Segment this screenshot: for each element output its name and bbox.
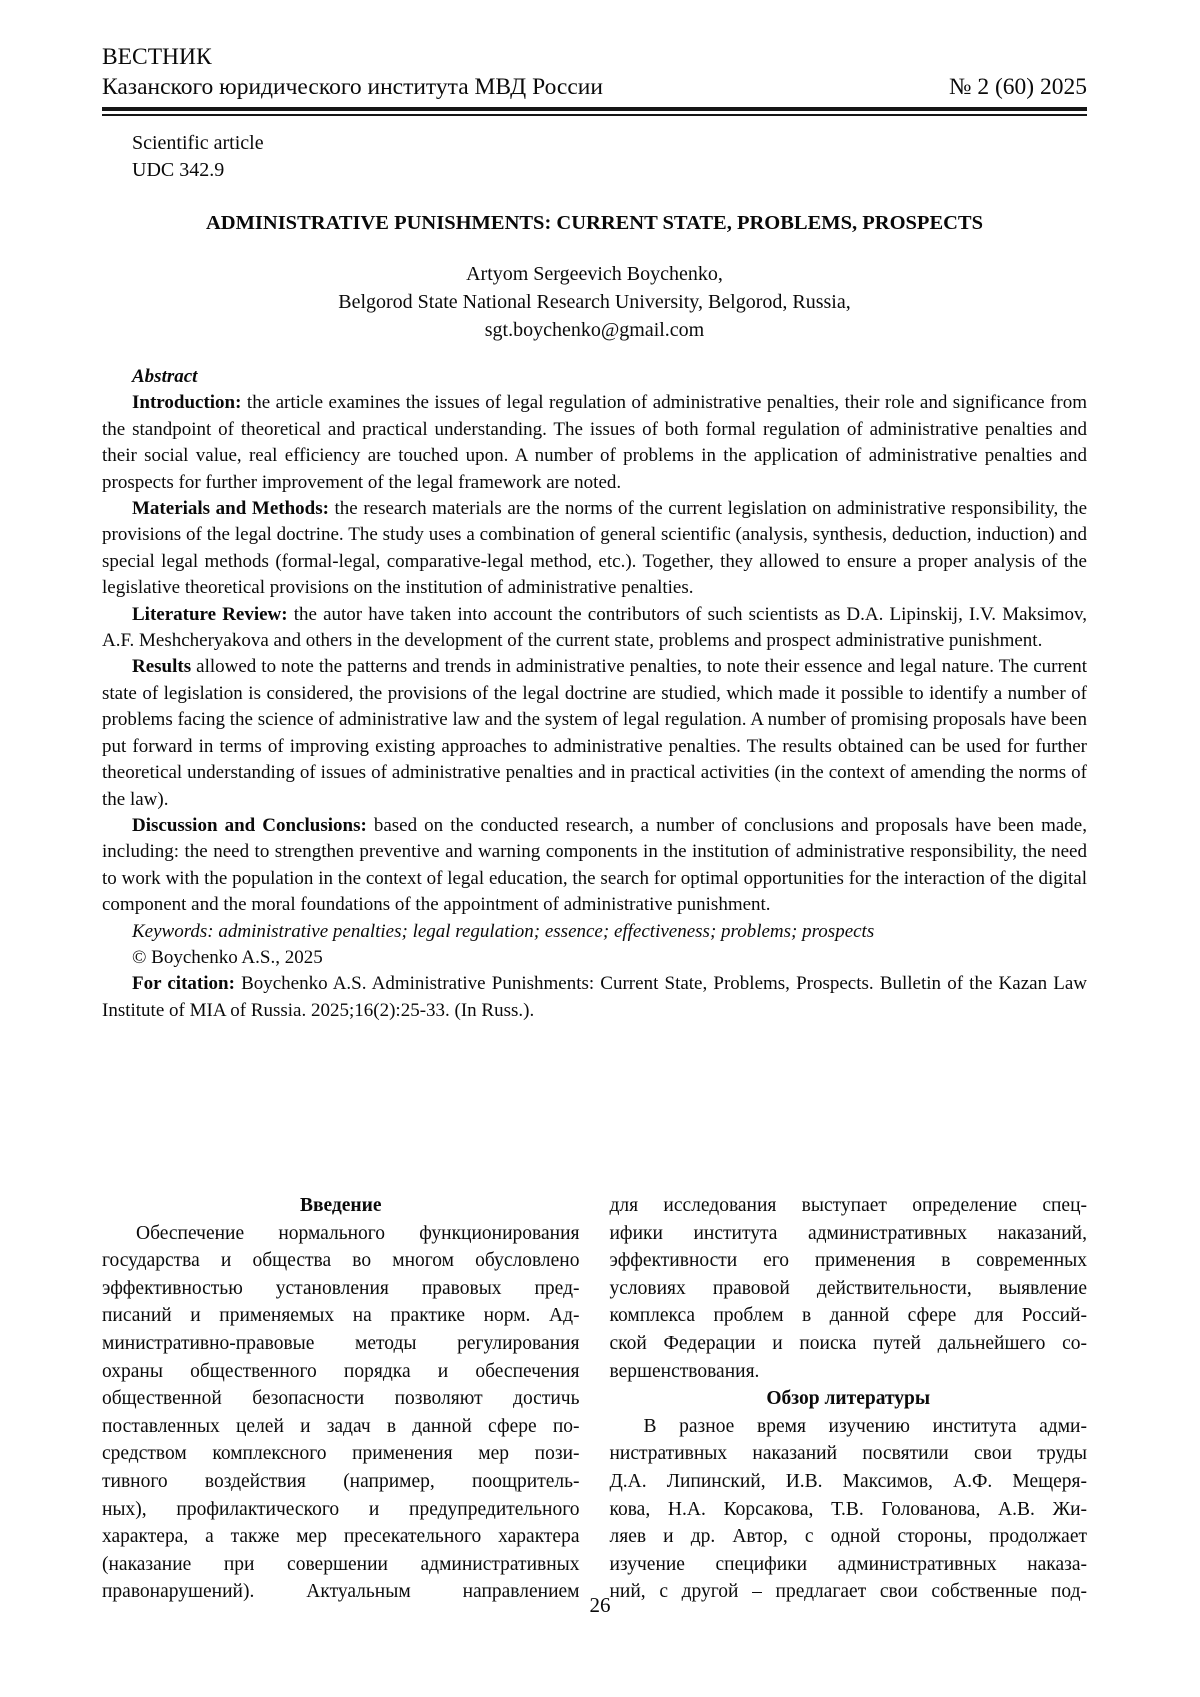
abstract-paragraph-introduction — [102, 390, 1087, 496]
text-line: изучение специфики административных наказа- — [609, 1553, 1087, 1575]
text-line: ляев и др. Автор, с одной стороны, продолжает — [609, 1526, 1087, 1548]
text-line: ской Федерации и поиска путей дальнейшего со- — [609, 1332, 1087, 1354]
paragraph-lead: Introduction: — [132, 392, 242, 414]
introduction-paragraph-continued — [610, 1192, 1088, 1385]
citation-text: Boychenko A.S. Administrative Punishments: Current State, Problems, Prospects. Bulletin of the Kazan Law Institute of MIA of Russia. 2025;16(2):25-33. (In Russ.). — [102, 973, 1087, 1021]
author-block — [102, 260, 1087, 344]
journal-name: ВЕСТНИК — [102, 44, 212, 70]
text-line: характера, а также мер пресекательного характера — [102, 1526, 580, 1548]
copyright-line: © Boychenko A.S., 2025 — [132, 946, 323, 968]
citation-paragraph — [102, 971, 1087, 1024]
text-line: кова, Н.А. Корсакова, Т.В. Голованова, А.В. Жи- — [609, 1498, 1087, 1520]
author-name: Artyom Sergeevich Boychenko, — [466, 263, 723, 285]
article-meta — [132, 130, 1087, 184]
text-line: правонарушений). Актуальным направлением — [102, 1581, 580, 1603]
body-columns — [102, 1192, 1087, 1606]
text-line: В разное время изучению института адми- — [643, 1415, 1087, 1437]
abstract-paragraph-discussion-conclusions — [102, 813, 1087, 919]
article-type-label: Scientific article — [132, 132, 264, 154]
text-line: эффективностью установления правовых пред- — [102, 1277, 580, 1299]
abstract-paragraph-materials-methods — [102, 496, 1087, 602]
journal-subtitle: Казанского юридического института МВД России — [102, 74, 603, 100]
header-divider — [102, 107, 1087, 116]
journal-header — [102, 42, 1087, 116]
section-heading-introduction: Введение — [299, 1195, 382, 1216]
page-number: 26 — [589, 1593, 611, 1617]
text-line: нистративных наказаний посвятили свои труды — [609, 1443, 1087, 1465]
paragraph-text: based on the conducted research, a number of conclusions and proposals have been made, including: the need to strengthen preventive and warning components in the institution of administrative responsibility, the need to work with the population in the context of legal education, the search for optimal opportunities for the interaction of the digital component and the moral foundations of the appointment of administrative punishment. — [102, 814, 1087, 916]
article-title: ADMINISTRATIVE PUNISHMENTS: CURRENT STATE, PROBLEMS, PROSPECTS — [205, 212, 984, 234]
paragraph-text: the autor have taken into account the contributors of such scientists as D.A. Lipinskij, I.V. Maksimov, A.F. Meshcheryakova and others in the development of the current state, problems and prospect administrative punishment. — [102, 603, 1087, 652]
text-line: ний, с другой – предлагает свои собственные под- — [609, 1581, 1087, 1603]
paragraph-text: the research materials are the norms of the current legislation on administrative responsibility, the provisions of the legal doctrine. The study uses a combination of general scientific (analysis, synthesis, deduction, induction) and special legal methods (formal-legal, comparative-legal method, etc.). Together, they allowed to ensure a proper analysis of the legislative theoretical provisions on the institution of administrative penalties. — [102, 498, 1088, 599]
abstract-paragraph-results — [102, 654, 1087, 812]
abstract-paragraph-literature-review — [102, 602, 1087, 655]
abstract-section — [102, 364, 1087, 1024]
issue-number: № 2 (60) 2025 — [949, 74, 1087, 100]
author-affiliation: Belgorod State National Research University, Belgorod, Russia, — [338, 291, 851, 313]
text-line: (наказание при совершении административных — [102, 1553, 580, 1575]
paragraph-text: allowed to note the patterns and trends in administrative penalties, to note their essence and legal nature. The current state of legislation is considered, the provisions of the legal doctrine are studied, which made it possible to identify a number of problems facing the science of administrative law and the system of legal regulation. A number of promising proposals have been put forward in terms of improving existing approaches to administrative penalties. The results obtained can be used for further theoretical understanding of issues of administrative penalties and in practical activities (in the context of amending the norms of the law). — [102, 656, 1087, 810]
keywords-line: Keywords: administrative penalties; legal regulation; essence; effectiveness; problems; prospects — [132, 920, 875, 942]
text-line: ифики института административных наказаний, — [609, 1222, 1087, 1244]
paragraph-text: the article examines the issues of legal regulation of administrative penalties, their role and significance from the standpoint of theoretical and practical understanding. The issues of both formal regulation of administrative penalties and their social value, real efficiency are touched upon. A number of problems in the application of administrative penalties and prospects for further improvement of the legal framework are noted. — [102, 392, 1087, 493]
author-email: sgt.boychenko@gmail.com — [484, 319, 705, 341]
text-line: средством комплексного применения мер пози- — [102, 1443, 580, 1465]
citation-lead: For citation: — [132, 973, 235, 995]
introduction-paragraph — [102, 1220, 580, 1606]
udc-label: UDC 342.9 — [132, 159, 225, 181]
text-line: Обеспечение нормального функционирования — [136, 1222, 580, 1244]
text-line: Д.А. Липинский, И.В. Максимов, А.Ф. Мещеря- — [609, 1470, 1087, 1492]
text-line: ных), профилактического и предупредительного — [102, 1498, 580, 1520]
abstract-label: Abstract — [132, 366, 198, 387]
left-column — [102, 1192, 580, 1606]
text-line: писаний и применяемых на практике норм. Ад- — [102, 1305, 580, 1327]
text-line: тивного воздействия (например, поощритель- — [102, 1470, 580, 1492]
text-line: общественной безопасности позволяют достичь — [102, 1388, 580, 1410]
text-line: условиях правовой действительности, выявление — [609, 1277, 1087, 1299]
text-line: комплекса проблем в данной сфере для Россий- — [609, 1305, 1087, 1327]
paragraph-lead: Discussion and Conclusions: — [132, 814, 367, 836]
right-column — [610, 1192, 1088, 1606]
text-line: министративно-правовые методы регулирования — [102, 1332, 580, 1354]
paragraph-lead: Materials and Methods: — [132, 498, 329, 520]
section-heading-literature-review: Обзор литературы — [766, 1388, 931, 1410]
literature-review-paragraph — [610, 1413, 1088, 1606]
text-line: эффективности его применения в современных — [609, 1250, 1087, 1272]
text-line: охраны общественного порядка и обеспечения — [102, 1360, 580, 1382]
text-line: вершенствования. — [609, 1360, 760, 1382]
text-line: для исследования выступает определение спец- — [609, 1195, 1087, 1216]
paragraph-lead: Results — [132, 656, 192, 678]
paragraph-lead: Literature Review: — [132, 603, 288, 625]
text-line: государства и общества во многом обусловлено — [102, 1250, 580, 1272]
text-line: поставленных целей и задач в данной сфере по- — [102, 1415, 580, 1437]
